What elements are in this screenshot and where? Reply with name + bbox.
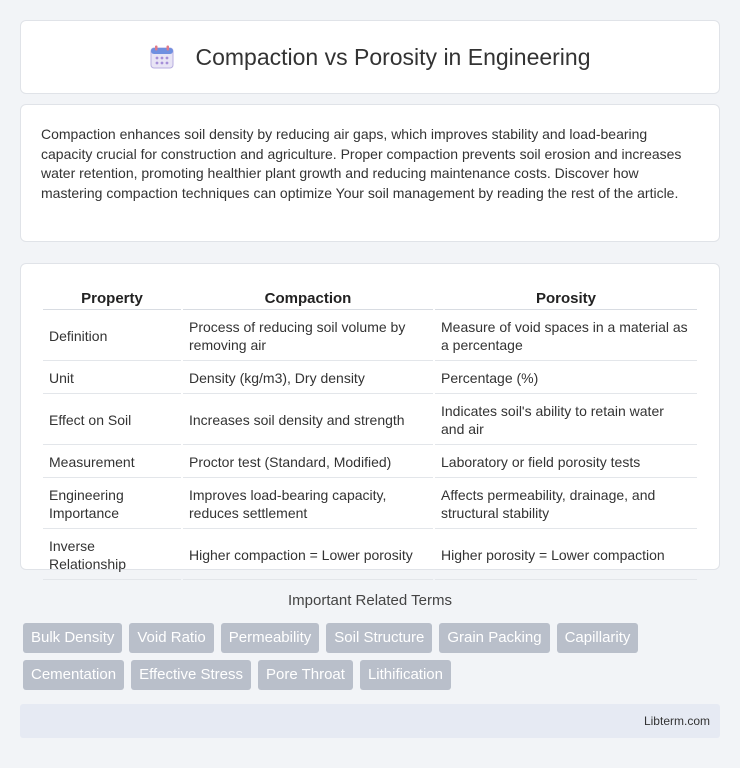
table-row	[43, 363, 697, 394]
tag-soil-structure[interactable]: Soil Structure	[326, 623, 432, 653]
related-terms-list	[23, 623, 723, 697]
footer	[20, 704, 720, 738]
header-card	[20, 20, 720, 94]
table-row	[43, 396, 697, 445]
tag-void-ratio[interactable]: Void Ratio	[129, 623, 213, 653]
table-row	[43, 447, 697, 478]
page-title: Compaction vs Porosity in Engineering	[195, 43, 591, 70]
table-cell: Definition	[43, 312, 181, 361]
table-cell: Higher porosity = Lower compaction	[435, 531, 697, 580]
table-cell: Process of reducing soil volume by removing air	[183, 312, 433, 361]
tag-capillarity[interactable]: Capillarity	[557, 623, 639, 653]
table-header-row	[43, 286, 697, 310]
comparison-table-card	[20, 263, 720, 570]
table-cell: Measurement	[43, 447, 181, 478]
table-cell: Effect on Soil	[43, 396, 181, 445]
tag-bulk-density[interactable]: Bulk Density	[23, 623, 122, 653]
table-cell: Proctor test (Standard, Modified)	[183, 447, 433, 478]
table-cell: Engineering Importance	[43, 480, 181, 529]
table-row	[43, 312, 697, 361]
column-header: Property	[43, 286, 181, 310]
table-cell: Density (kg/m3), Dry density	[183, 363, 433, 394]
column-header: Compaction	[183, 286, 433, 310]
tag-cementation[interactable]: Cementation	[23, 660, 124, 690]
calendar-icon	[149, 45, 175, 69]
table-cell: Percentage (%)	[435, 363, 697, 394]
comparison-table	[41, 284, 699, 582]
table-row	[43, 531, 697, 580]
table-cell: Measure of void spaces in a material as a percentage	[435, 312, 697, 361]
table-cell: Indicates soil's ability to retain water and air	[435, 396, 697, 445]
intro-text: Compaction enhances soil density by reducing air gaps, which improves stability and load-bearing capacity crucial for construction and agriculture. Proper compaction prevents soil erosion and increases water retention, promoting healthier plant growth and reducing maintenance costs. Discover how mastering compaction techniques can optimize Your soil management by reading the rest of the article.	[41, 126, 682, 201]
table-row	[43, 480, 697, 529]
tag-lithification[interactable]: Lithification	[360, 660, 451, 690]
table-cell: Improves load-bearing capacity, reduces settlement	[183, 480, 433, 529]
footer-site-link[interactable]: Libterm.com	[643, 714, 710, 728]
column-header: Porosity	[435, 286, 697, 310]
related-terms-title: Important Related Terms	[288, 592, 452, 609]
tag-grain-packing[interactable]: Grain Packing	[439, 623, 549, 653]
table-cell: Laboratory or field porosity tests	[435, 447, 697, 478]
table-cell: Inverse Relationship	[43, 531, 181, 580]
table-cell: Affects permeability, drainage, and structural stability	[435, 480, 697, 529]
table-cell: Increases soil density and strength	[183, 396, 433, 445]
tag-pore-throat[interactable]: Pore Throat	[258, 660, 353, 690]
table-cell: Higher compaction = Lower porosity	[183, 531, 433, 580]
tag-effective-stress[interactable]: Effective Stress	[131, 660, 251, 690]
intro-card	[20, 104, 720, 242]
tag-permeability[interactable]: Permeability	[221, 623, 320, 653]
table-cell: Unit	[43, 363, 181, 394]
